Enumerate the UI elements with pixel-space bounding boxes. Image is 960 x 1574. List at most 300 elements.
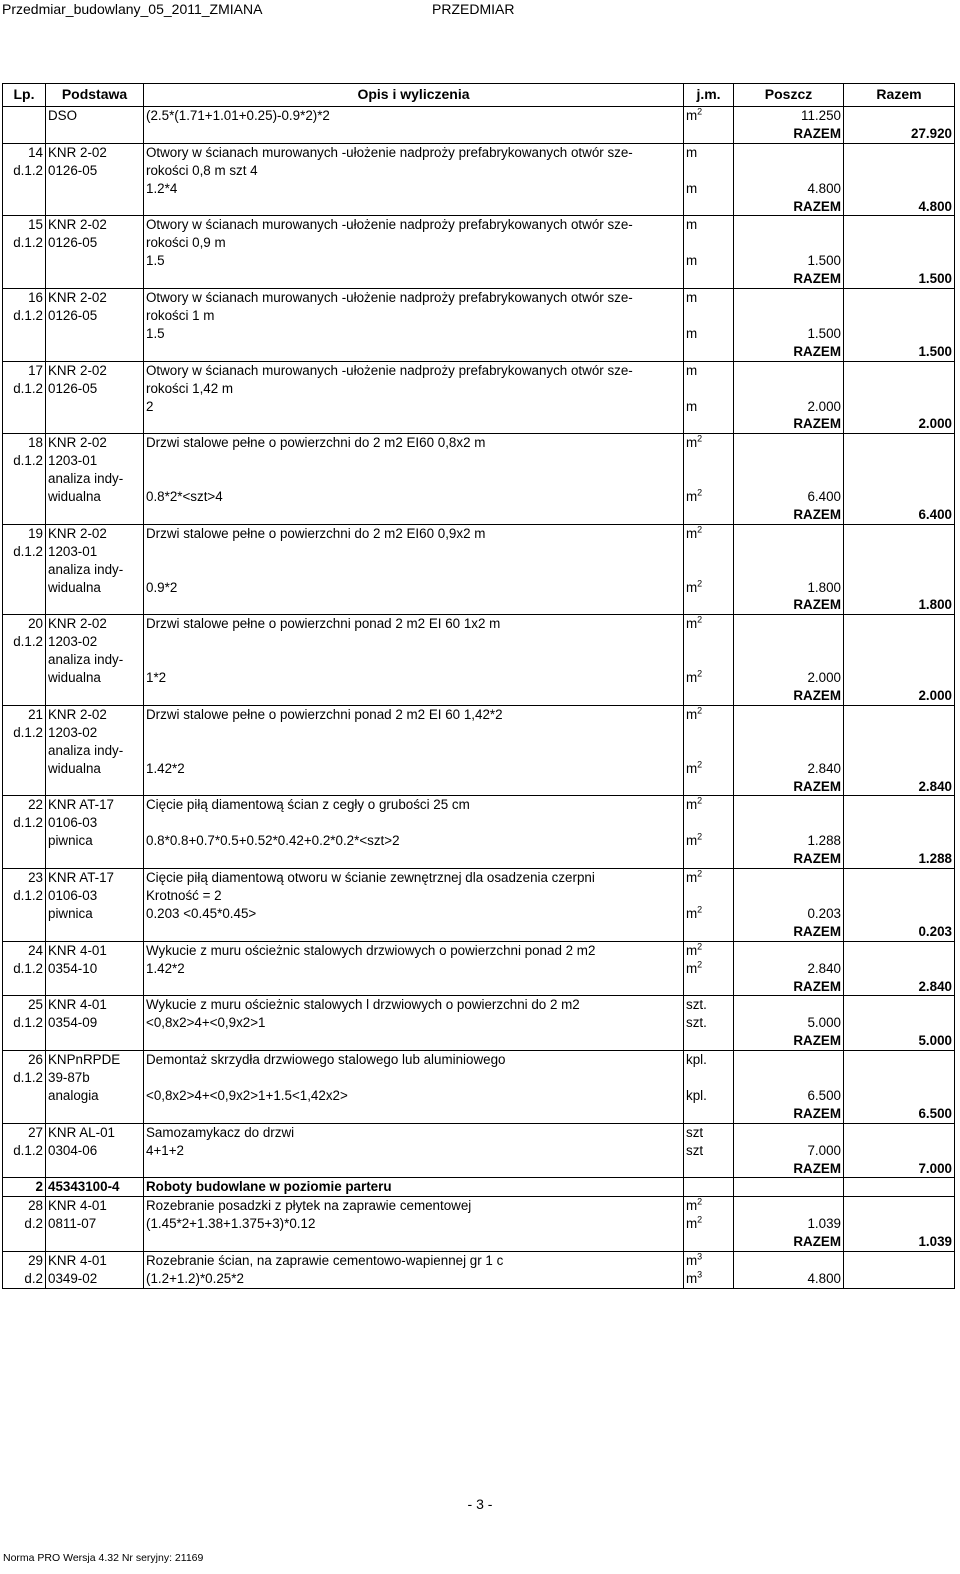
podstawa-text — [46, 596, 144, 614]
razem-cell — [844, 742, 955, 760]
lp-number — [3, 252, 46, 270]
podstawa-text — [46, 325, 144, 343]
table-row — [3, 1160, 955, 1178]
razem-cell — [844, 488, 955, 506]
poszcz-cell — [734, 470, 844, 488]
table-row — [3, 1233, 955, 1251]
opis-cell — [144, 596, 684, 614]
table-row — [3, 1105, 955, 1123]
table-row — [3, 1197, 955, 1215]
calc-unit: m — [684, 180, 734, 198]
lp-number: 28 — [3, 1197, 46, 1215]
razem-cell — [844, 524, 955, 542]
razem-cell — [844, 869, 955, 887]
podstawa-text: KNR AT-17 — [46, 869, 144, 887]
col-lp: Lp. — [3, 84, 46, 107]
item-unit: $m^2$ — [684, 1197, 734, 1215]
podstawa-text: 1203-01 — [46, 452, 144, 470]
lp-number: d.1.2 — [3, 887, 46, 905]
podstawa-text: analiza indy- — [46, 561, 144, 579]
poszcz-cell — [734, 289, 844, 307]
razem-label: RAZEM — [734, 506, 844, 524]
item-description: Otwory w ścianach murowanych -ułożenie nadproży prefabrykowanych otwór sze- — [144, 289, 684, 307]
calc-unit: m — [684, 325, 734, 343]
razem-label: RAZEM — [734, 1233, 844, 1251]
page-header — [0, 0, 960, 20]
poszcz-value: 1.288 — [734, 832, 844, 850]
opis-cell — [144, 1069, 684, 1087]
razem-value: 1.039 — [844, 1233, 955, 1251]
lp-number: 27 — [3, 1123, 46, 1141]
lp-number: d.1.2 — [3, 633, 46, 651]
jm-cell — [684, 978, 734, 996]
razem-cell — [844, 1069, 955, 1087]
opis-cell — [144, 1233, 684, 1251]
opis-cell — [144, 506, 684, 524]
table-row — [3, 488, 955, 506]
razem-cell — [844, 887, 955, 905]
podstawa-text: analiza indy- — [46, 742, 144, 760]
calc-unit: m — [684, 398, 734, 416]
table-row — [3, 615, 955, 633]
razem-cell — [844, 941, 955, 959]
jm-cell — [684, 452, 734, 470]
lp-number — [3, 1087, 46, 1105]
table-body — [3, 107, 955, 1289]
jm-cell — [684, 270, 734, 288]
table-row — [3, 325, 955, 343]
section-lp: 2 — [3, 1178, 46, 1197]
calc-unit: m — [684, 252, 734, 270]
item-description: Rozebranie ścian, na zaprawie cementowo-wapiennej gr 1 c — [144, 1252, 684, 1270]
razem-cell — [844, 1123, 955, 1141]
razem-cell — [844, 1215, 955, 1233]
podstawa-text — [46, 506, 144, 524]
podstawa-text: 1203-01 — [46, 543, 144, 561]
poszcz-cell — [734, 615, 844, 633]
razem-cell — [844, 832, 955, 850]
table-row — [3, 1270, 955, 1288]
table-row — [3, 289, 955, 307]
item-unit: m — [684, 289, 734, 307]
item-description: rokości 0,8 m szt 4 — [144, 162, 684, 180]
razem-label: RAZEM — [734, 1160, 844, 1178]
lp-number — [3, 180, 46, 198]
jm-cell — [684, 633, 734, 651]
jm-cell — [684, 415, 734, 433]
calc-cell: (2.5*(1.71+1.01+0.25)-0.9*2)*2 — [144, 107, 684, 125]
lp-number: 16 — [3, 289, 46, 307]
calc-unit: szt — [684, 1142, 734, 1160]
razem-value: 1.500 — [844, 343, 955, 361]
table-row — [3, 850, 955, 868]
lp-number — [3, 561, 46, 579]
razem-cell — [844, 561, 955, 579]
table-row — [3, 1051, 955, 1069]
razem-value: 2.840 — [844, 778, 955, 796]
jm-cell — [684, 742, 734, 760]
razem-value: 5.000 — [844, 1032, 955, 1050]
opis-cell — [144, 543, 684, 561]
lp-number — [3, 1160, 46, 1178]
table-row — [3, 524, 955, 542]
razem-cell — [844, 615, 955, 633]
podstawa-text — [46, 778, 144, 796]
jm-cell — [684, 470, 734, 488]
podstawa-text — [46, 252, 144, 270]
estimate-table — [2, 83, 955, 1289]
table-row — [3, 234, 955, 252]
poszcz-cell — [734, 234, 844, 252]
podstawa-text: piwnica — [46, 832, 144, 850]
podstawa-cell: DSO — [46, 107, 144, 125]
poszcz-cell — [734, 307, 844, 325]
podstawa-text — [46, 198, 144, 216]
item-description: Samozamykacz do drzwi — [144, 1123, 684, 1141]
table-row — [3, 887, 955, 905]
poszcz-cell — [734, 1051, 844, 1069]
poszcz-cell: 11.250 — [734, 107, 844, 125]
lp-number — [3, 398, 46, 416]
opis-cell — [144, 742, 684, 760]
item-unit — [684, 380, 734, 398]
podstawa-text: KNR 2-02 — [46, 216, 144, 234]
podstawa-text — [46, 978, 144, 996]
item-unit: $m^2$ — [684, 434, 734, 452]
razem-value: 2.000 — [844, 687, 955, 705]
razem-cell — [844, 252, 955, 270]
item-description: Cięcie piłą diamentową otworu w ścianie zewnętrznej dla osadzenia czerpni — [144, 869, 684, 887]
podstawa-text: 0349-02 — [46, 1270, 144, 1288]
jm-cell — [684, 1069, 734, 1087]
razem-value: 2.840 — [844, 978, 955, 996]
calculation: 0.203 <0.45*0.45> — [144, 905, 684, 923]
lp-number: 21 — [3, 705, 46, 723]
item-description: Wykucie z muru ościeżnic stalowych drzwiowych o powierzchni ponad 2 m2 — [144, 941, 684, 959]
razem-label: RAZEM — [734, 923, 844, 941]
table-row — [3, 960, 955, 978]
poszcz-cell — [734, 796, 844, 814]
razem-cell — [844, 1142, 955, 1160]
calculation: 1.5 — [144, 325, 684, 343]
opis-cell — [144, 343, 684, 361]
podstawa-text: KNR 2-02 — [46, 434, 144, 452]
software-footer: Norma PRO Wersja 4.32 Nr seryjny: 21169 — [3, 1552, 204, 1564]
lp-number — [3, 1032, 46, 1050]
razem-label: RAZEM — [734, 596, 844, 614]
poszcz-cell — [734, 724, 844, 742]
poszcz-cell — [734, 887, 844, 905]
razem-cell — [844, 543, 955, 561]
opis-cell — [144, 470, 684, 488]
lp-number: 25 — [3, 996, 46, 1014]
podstawa-text: 39-87b — [46, 1069, 144, 1087]
podstawa-text: KNR 4-01 — [46, 941, 144, 959]
podstawa-text — [46, 343, 144, 361]
table-row — [3, 470, 955, 488]
item-description: Cięcie piłą diamentową ścian z cegły o grubości 25 cm — [144, 796, 684, 814]
podstawa-text: piwnica — [46, 905, 144, 923]
podstawa-text: analiza indy- — [46, 470, 144, 488]
lp-number: d.1.2 — [3, 162, 46, 180]
poszcz-cell — [734, 1252, 844, 1270]
table-row — [3, 742, 955, 760]
poszcz-value: 1.039 — [734, 1215, 844, 1233]
opis-cell — [144, 270, 684, 288]
podstawa-text: 0126-05 — [46, 380, 144, 398]
table-row — [3, 1252, 955, 1270]
lp-number — [3, 778, 46, 796]
podstawa-text — [46, 398, 144, 416]
lp-number: 20 — [3, 615, 46, 633]
poszcz-cell — [734, 1123, 844, 1141]
lp-number — [3, 978, 46, 996]
podstawa-text: KNR 4-01 — [46, 996, 144, 1014]
razem-cell — [844, 651, 955, 669]
poszcz-value: 4.800 — [734, 180, 844, 198]
razem-cell — [844, 669, 955, 687]
podstawa-text: 0304-06 — [46, 1142, 144, 1160]
item-unit: szt — [684, 1123, 734, 1141]
podstawa-text: 0126-05 — [46, 307, 144, 325]
poszcz-cell — [734, 869, 844, 887]
table-row — [3, 796, 955, 814]
poszcz-cell — [734, 524, 844, 542]
table-row — [3, 125, 955, 143]
podstawa-text: KNR 2-02 — [46, 524, 144, 542]
podstawa-text: analogia — [46, 1087, 144, 1105]
opis-cell — [144, 687, 684, 705]
razem-cell — [844, 307, 955, 325]
razem-cell — [844, 325, 955, 343]
table-row — [3, 996, 955, 1014]
razem-label: RAZEM — [734, 978, 844, 996]
podstawa-text — [46, 270, 144, 288]
opis-cell — [144, 978, 684, 996]
razem-cell — [844, 162, 955, 180]
lp-number — [3, 198, 46, 216]
razem-cell — [844, 234, 955, 252]
calculation: 1*2 — [144, 669, 684, 687]
opis-cell — [144, 651, 684, 669]
table-row — [3, 107, 955, 125]
poszcz-value: 2.840 — [734, 760, 844, 778]
calc-unit: $m^2$ — [684, 579, 734, 597]
col-poszcz: Poszcz — [734, 84, 844, 107]
razem-value: 2.000 — [844, 415, 955, 433]
table-row — [3, 633, 955, 651]
razem-label: RAZEM — [734, 1032, 844, 1050]
podstawa-text: KNR 2-02 — [46, 289, 144, 307]
table-row — [3, 452, 955, 470]
lp-number: d.1.2 — [3, 380, 46, 398]
table-row — [3, 198, 955, 216]
jm-cell — [684, 1178, 734, 1197]
item-unit: m — [684, 216, 734, 234]
lp-number: d.1.2 — [3, 452, 46, 470]
podstawa-text: KNPnRPDE — [46, 1051, 144, 1069]
lp-number — [3, 470, 46, 488]
table-row — [3, 596, 955, 614]
section-title: Roboty budowlane w poziomie parteru — [144, 1178, 684, 1197]
lp-number — [3, 343, 46, 361]
poszcz-value: 6.500 — [734, 1087, 844, 1105]
razem-value: 0.203 — [844, 923, 955, 941]
lp-number: 19 — [3, 524, 46, 542]
item-description: Wykucie z muru ościeżnic stalowych l drzwiowych o powierzchni do 2 m2 — [144, 996, 684, 1014]
calc-unit: $m^2$ — [684, 669, 734, 687]
podstawa-text: 0106-03 — [46, 887, 144, 905]
table-row — [3, 705, 955, 723]
table-row — [3, 1032, 955, 1050]
podstawa-text: analiza indy- — [46, 651, 144, 669]
item-description: Rozebranie posadzki z płytek na zaprawie cementowej — [144, 1197, 684, 1215]
calculation: 0.8*0.8+0.7*0.5+0.52*0.42+0.2*0.2*<szt>2 — [144, 832, 684, 850]
podstawa-text: KNR 2-02 — [46, 361, 144, 379]
podstawa-text — [46, 415, 144, 433]
calc-unit: $m^2$ — [684, 905, 734, 923]
jm-cell — [684, 687, 734, 705]
item-description: Otwory w ścianach murowanych -ułożenie nadproży prefabrykowanych otwór sze- — [144, 361, 684, 379]
calculation: 0.9*2 — [144, 579, 684, 597]
calc-unit: $m^2$ — [684, 760, 734, 778]
jm-cell — [684, 1233, 734, 1251]
calculation: 4+1+2 — [144, 1142, 684, 1160]
razem-cell — [844, 143, 955, 161]
opis-cell — [144, 724, 684, 742]
poszcz-cell — [734, 361, 844, 379]
lp-number: d.1.2 — [3, 724, 46, 742]
item-description: Drzwi stalowe pełne o powierzchni ponad 2 m2 EI 60 1,42*2 — [144, 705, 684, 723]
calc-unit: $m^2$ — [684, 832, 734, 850]
table-row — [3, 869, 955, 887]
opis-cell — [144, 923, 684, 941]
poszcz-cell — [734, 143, 844, 161]
calc-unit: szt. — [684, 1014, 734, 1032]
poszcz-cell — [734, 561, 844, 579]
razem-cell — [844, 380, 955, 398]
opis-cell — [144, 1105, 684, 1123]
table-row — [3, 415, 955, 433]
podstawa-text — [46, 923, 144, 941]
razem-label: RAZEM — [734, 343, 844, 361]
poszcz-value: 5.000 — [734, 1014, 844, 1032]
lp-number: d.1.2 — [3, 1069, 46, 1087]
item-description: Otwory w ścianach murowanych -ułożenie nadproży prefabrykowanych otwór sze- — [144, 216, 684, 234]
lp-number — [3, 923, 46, 941]
jm-cell — [684, 506, 734, 524]
document-title: PRZEDMIAR — [432, 1, 515, 17]
item-description: Krotność = 2 — [144, 887, 684, 905]
lp-number — [3, 270, 46, 288]
razem-value: 1.288 — [844, 850, 955, 868]
item-description: rokości 0,9 m — [144, 234, 684, 252]
razem-value: 1.800 — [844, 596, 955, 614]
jm-cell — [684, 543, 734, 561]
poszcz-value: 7.000 — [734, 1142, 844, 1160]
calculation: 1.5 — [144, 252, 684, 270]
table-row — [3, 307, 955, 325]
razem-cell — [844, 960, 955, 978]
item-unit — [684, 887, 734, 905]
razem-label: RAZEM — [734, 125, 844, 143]
item-unit — [684, 234, 734, 252]
razem-cell — [844, 107, 955, 125]
item-unit: $m^2$ — [684, 796, 734, 814]
jm-cell — [684, 651, 734, 669]
opis-cell — [144, 561, 684, 579]
item-description: rokości 1,42 m — [144, 380, 684, 398]
table-row — [3, 814, 955, 832]
table-row — [3, 687, 955, 705]
poszcz-value: 2.000 — [734, 669, 844, 687]
calculation: (1.2+1.2)*0.25*2 — [144, 1270, 684, 1288]
calculation: 1.42*2 — [144, 960, 684, 978]
col-razem: Razem — [844, 84, 955, 107]
section-code: 45343100-4 — [46, 1178, 144, 1197]
item-description: rokości 1 m — [144, 307, 684, 325]
razem-label: RAZEM — [734, 850, 844, 868]
item-unit: $m^2$ — [684, 705, 734, 723]
poszcz-cell — [734, 941, 844, 959]
razem-cell — [844, 579, 955, 597]
poszcz-cell — [734, 996, 844, 1014]
lp-number — [3, 1105, 46, 1123]
jm-cell — [684, 343, 734, 361]
lp-number — [3, 760, 46, 778]
jm-cell — [684, 724, 734, 742]
razem-cell — [844, 180, 955, 198]
lp-number: d.1.2 — [3, 1014, 46, 1032]
razem-cell — [844, 361, 955, 379]
lp-number: d.2 — [3, 1215, 46, 1233]
table-row — [3, 923, 955, 941]
poszcz-value: 4.800 — [734, 1270, 844, 1288]
col-opis: Opis i wyliczenia — [144, 84, 684, 107]
jm-cell — [684, 814, 734, 832]
lp-number: 22 — [3, 796, 46, 814]
razem-cell — [844, 1270, 955, 1288]
table-row — [3, 380, 955, 398]
lp-number — [3, 415, 46, 433]
podstawa-text: 0106-03 — [46, 814, 144, 832]
item-unit: $m^3$ — [684, 1252, 734, 1270]
podstawa-cell — [46, 125, 144, 143]
poszcz-cell — [734, 543, 844, 561]
razem-value: 4.800 — [844, 198, 955, 216]
lp-number: 18 — [3, 434, 46, 452]
podstawa-text: widualna — [46, 579, 144, 597]
opis-cell — [144, 814, 684, 832]
lp-number — [3, 488, 46, 506]
table-row — [3, 162, 955, 180]
razem-cell — [844, 796, 955, 814]
razem-cell — [844, 724, 955, 742]
podstawa-text: 1203-02 — [46, 724, 144, 742]
razem-cell — [844, 470, 955, 488]
podstawa-text: 0354-10 — [46, 960, 144, 978]
lp-cell — [3, 125, 46, 143]
table-row — [3, 343, 955, 361]
table-row — [3, 669, 955, 687]
jm-cell — [684, 198, 734, 216]
razem-cell — [844, 398, 955, 416]
lp-number — [3, 325, 46, 343]
razem-value: 1.500 — [844, 270, 955, 288]
razem-cell — [844, 633, 955, 651]
razem-cell — [844, 1087, 955, 1105]
razem-cell — [844, 1178, 955, 1197]
